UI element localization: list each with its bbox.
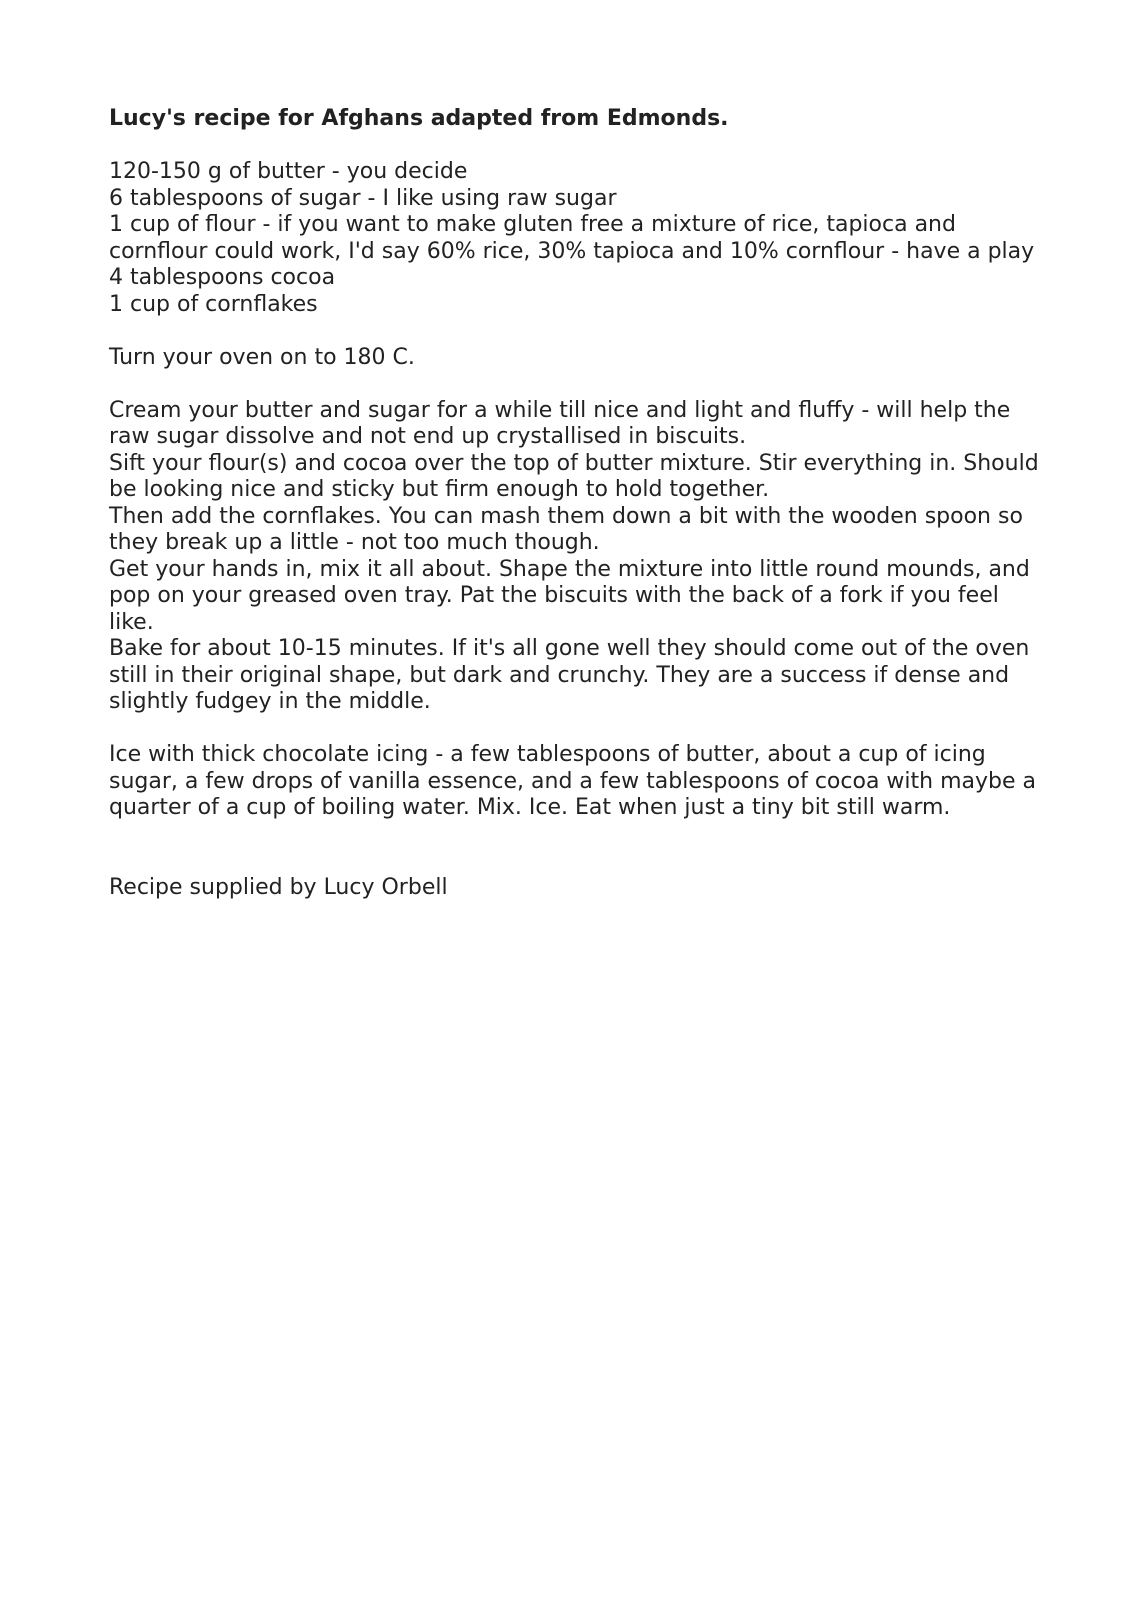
ingredient-item: 120-150 g of butter - you decide bbox=[109, 159, 468, 184]
method-steps bbox=[109, 398, 1039, 716]
method-step: Cream your butter and sugar for a while till nice and light and fluffy - will help the raw sugar dissolve and not end up crystallised in biscuits. bbox=[109, 397, 1011, 449]
method-step: Bake for about 10-15 minutes. If it's all gone well they should come out of the oven still in their original shape, but dark and crunchy. They are a success if dense and slightly fudgey in the middle. bbox=[109, 636, 1030, 714]
recipe-credit: Recipe supplied by Lucy Orbell bbox=[109, 874, 448, 900]
ingredients-list bbox=[109, 159, 1039, 318]
ingredient-item: 1 cup of flour - if you want to make gluten free a mixture of rice, tapioca and cornflour could work, I'd say 60% rice, 30% tapioca and 10% cornflour - have a play bbox=[109, 212, 1035, 264]
recipe-body bbox=[109, 106, 1039, 901]
spacer bbox=[109, 848, 1039, 875]
method-step: Sift your flour(s) and cocoa over the top of butter mixture. Stir everything in. Should be looking nice and sticky but firm enough to hold together. bbox=[109, 450, 1039, 502]
method-step: Get your hands in, mix it all about. Shape the mixture into little round mounds, and pop on your greased oven tray. Pat the biscuits with the back of a fork if you feel like. bbox=[109, 556, 1030, 635]
method-step: Then add the cornflakes. You can mash them down a bit with the wooden spoon so they break up a little - not too much though. bbox=[109, 503, 1023, 555]
ingredient-item: 1 cup of cornflakes bbox=[109, 291, 318, 317]
ingredient-item: 4 tablespoons cocoa bbox=[109, 265, 336, 290]
icing-instruction: Ice with thick chocolate icing - a few tablespoons of butter, about a cup of icing sugar, a few drops of vanilla essence, and a few tablespoons of cocoa with maybe a quarter of a cup of boiling water. Mix. Ice. Eat when just a tiny bit still warm. bbox=[109, 742, 1036, 820]
recipe-title: Lucy's recipe for Afghans adapted from Edmonds. bbox=[109, 106, 729, 131]
ingredient-item: 6 tablespoons of sugar - I like using raw sugar bbox=[109, 185, 617, 211]
oven-instruction: Turn your oven on to 180 C. bbox=[109, 344, 415, 370]
